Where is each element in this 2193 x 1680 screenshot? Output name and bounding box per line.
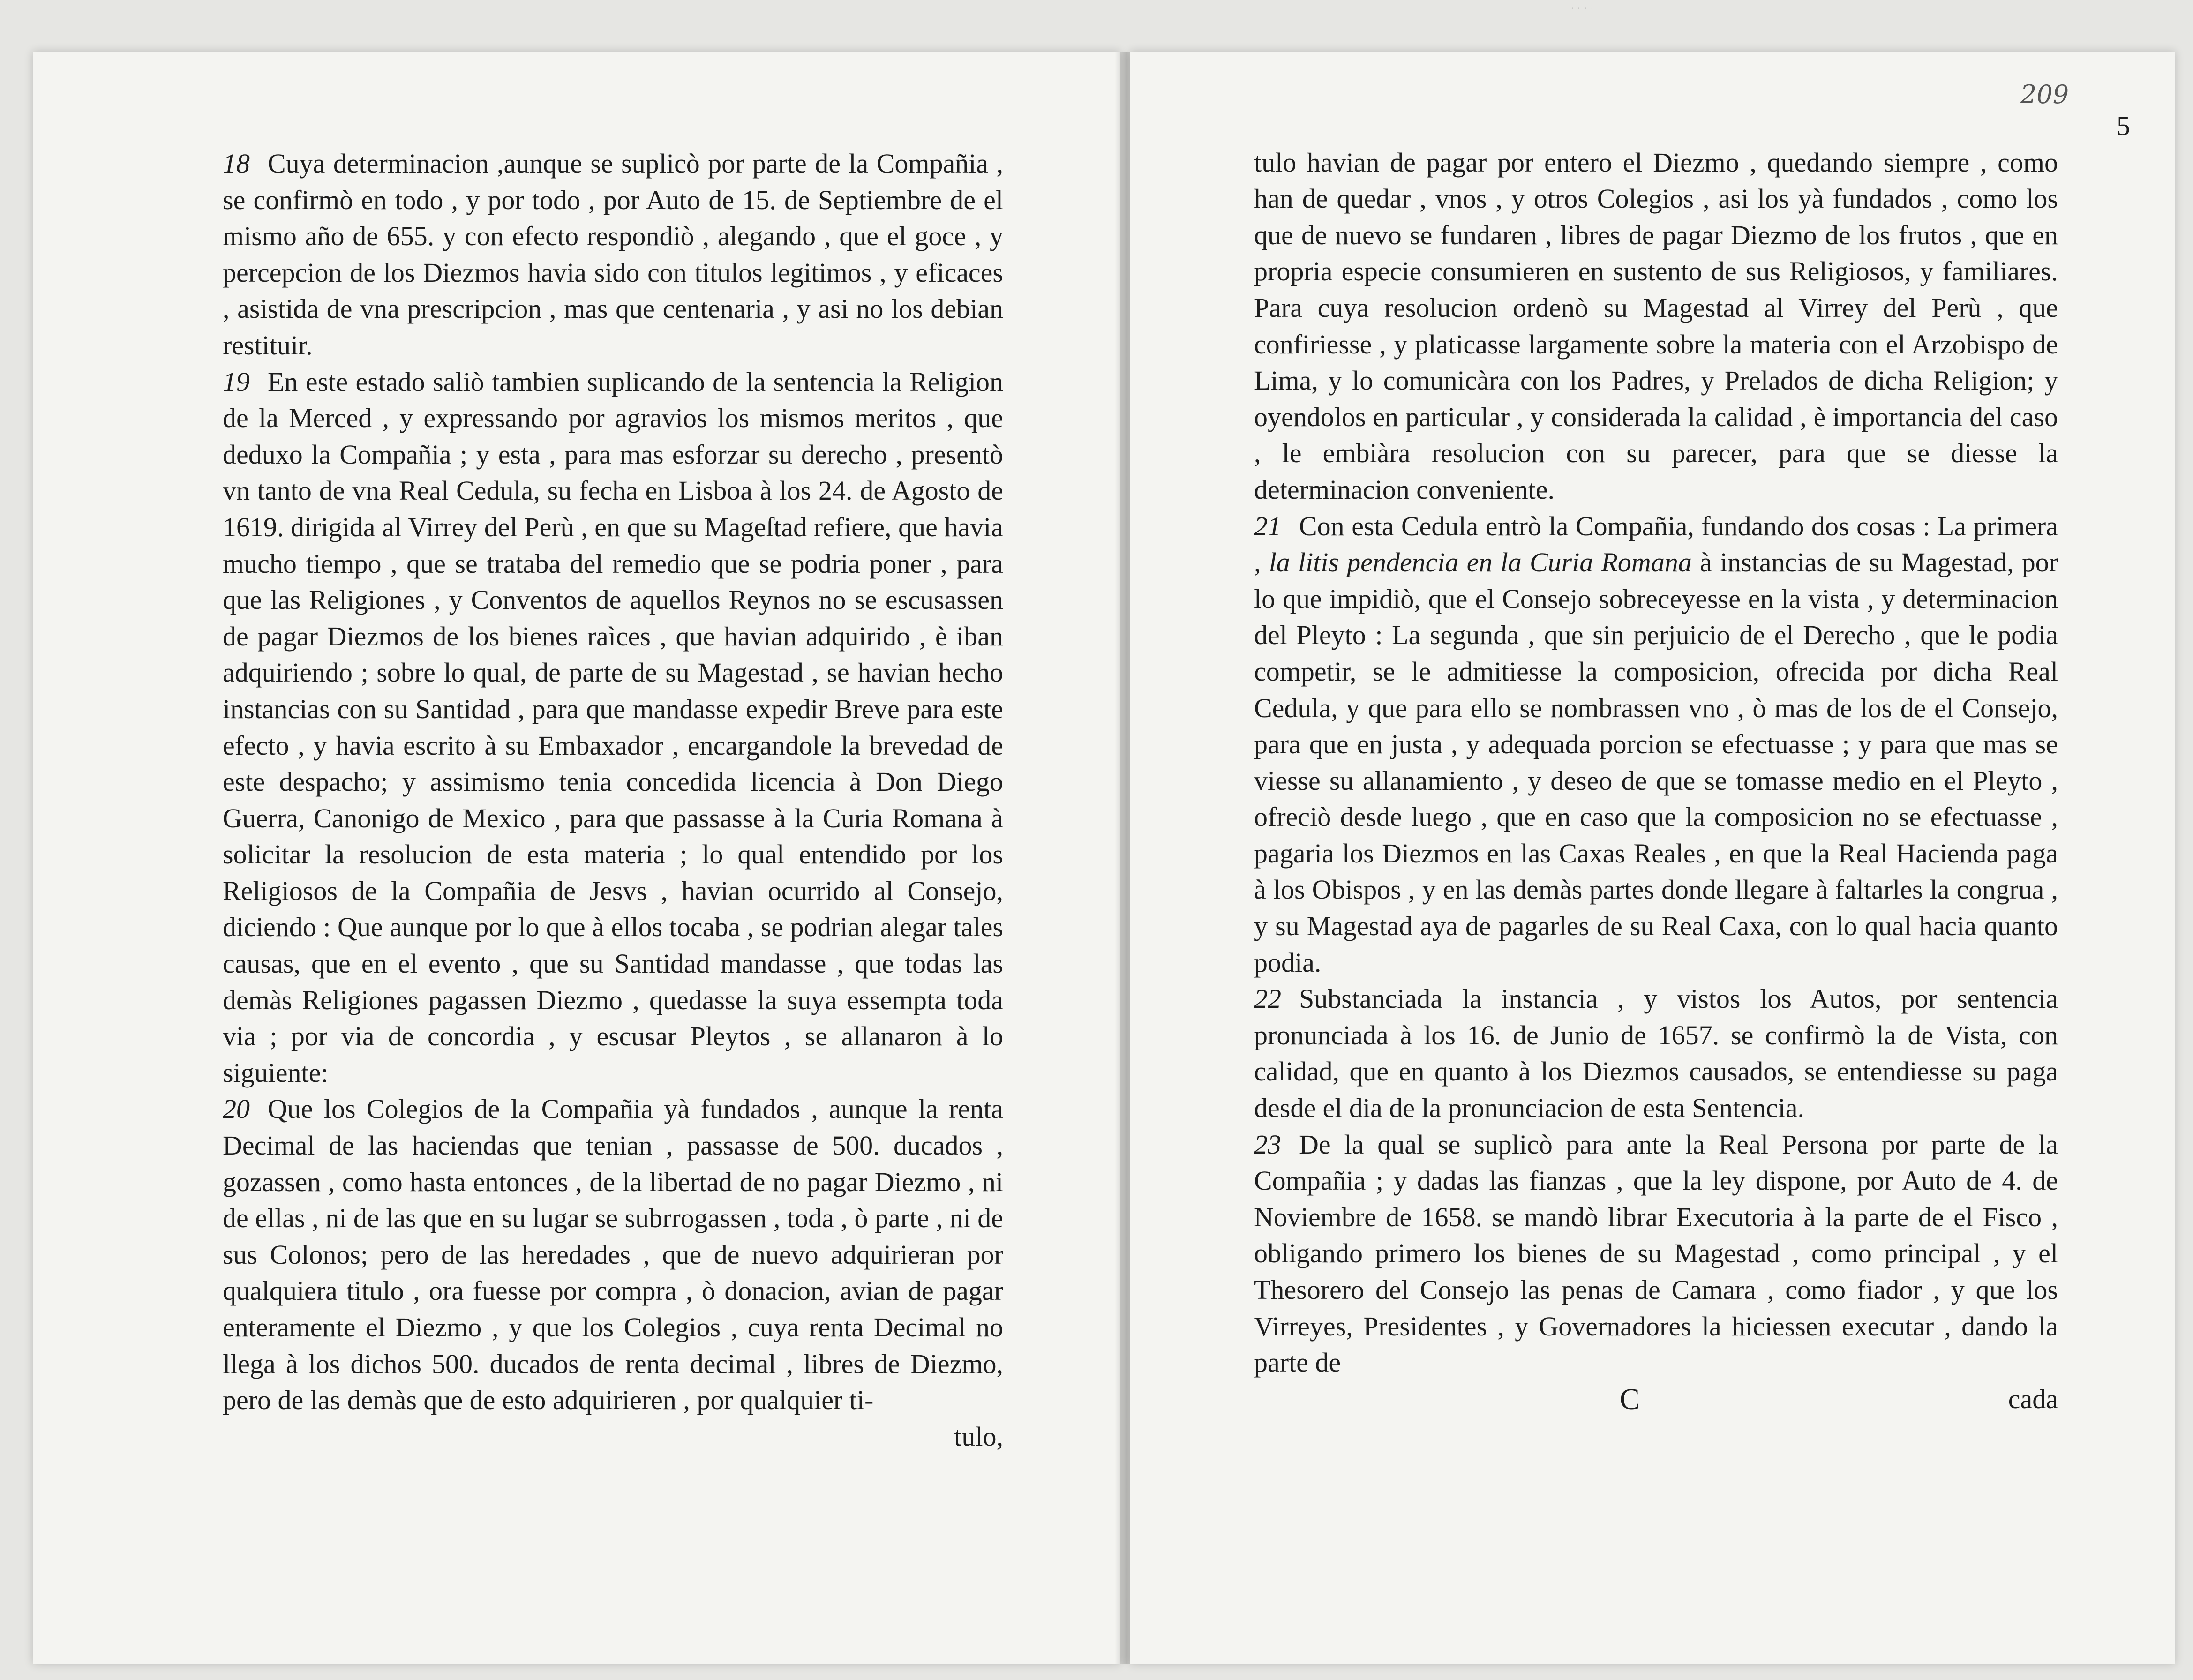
paragraph-italic-text: la litis pendencia en la Curia Romana <box>1269 547 1692 578</box>
signature-line <box>1254 1381 2058 1418</box>
paragraph-text: En este estado saliò tambien suplicando de la sentencia la Religion de la Merced , y expressando por agravios los mismos meritos , que deduxo la Compañia ; y esta , para mas esforzar su derecho , presentò vn tanto de vna Real Cedula, su fecha en Lisboa à los 24. de Agosto de 1619. dirigida al Virrey del Perù , en que su Mageſtad refiere, que havia mucho tiempo , que se trataba del remedio que se podria poner , para que las Religiones , y Conventos de aquellos Reynos no se escusassen de pagar Diezmos de los bienes raìces , que havian adquirido , è iban adquiriendo ; sobre lo qual, de parte de su Magestad , se havian hecho instancias con su Santidad , para que mandasse expedir Breve para este efecto , y havia escrito à su Embaxador , encargandole la brevedad de este despacho; y assimismo tenia concedida licencia à Don Diego Guerra, Canonigo de Mexico , para que passasse à la Curia Romana à solicitar la resolucion de esta materia ; lo qual entendido por los Religiosos de la Compañia de Jesvs , havian ocurrido al Consejo, diciendo : Que aunque por lo que à ellos tocaba , se podrian alegar tales causas, que en el evento , que su Santidad mandasse , que todas las demàs Religiones pagassen Diezmo , quedasse la suya essempta toda via ; por via de concordia , y escusar Pleytos , se allanaron à lo siguiente: <box>223 366 1003 1088</box>
paragraph-23 <box>1254 1126 2058 1381</box>
paragraph-number: 22 <box>1254 983 1281 1014</box>
paragraph-20 <box>223 1091 1003 1418</box>
paragraph-22 <box>1254 981 2058 1126</box>
paragraph-text: Substanciada la instancia , y vistos los Autos, por sentencia pronunciada à los 16. de Junio de 1657. se confirmò la de Vista, con calidad, que en quanto à los Diezmos causados, se entendiesse su paga desde el dia de la pronunciacion de esta Sentencia. <box>1254 983 2058 1124</box>
paragraph-number: 21 <box>1254 510 1281 541</box>
paragraph-number: 23 <box>1254 1129 1281 1160</box>
paragraph-text: tulo havian de pagar por entero el Diezmo , quedando siempre , como han de quedar , vnos , y otros Colegios , asi los yà fundados , como los que de nuevo se fundaren , libres de pagar Diezmo de los frutos , que en propria especie consumieren en sustento de sus Religiosos, y familiares. Para cuya resolucion ordenò su Magestad al Virrey del Perù , que confiriesse , y platicasse largamente sobre la materia con el Arzobispo de Lima, y lo comunicàra con los Padres, y Prelados de dicha Religion; y oyendolos en particular , y considerada la calidad , è importancia del caso , le embiàra resolucion con su parecer, para que se diesse la determinacion conveniente. <box>1254 147 2058 505</box>
paragraph-text: Cuya determinacion ,aunque se suplicò por parte de la Compañia , se confirmò en todo , y por todo , por Auto de 15. de Septiembre de el mismo año de 655. y con efecto respondiò , alegando , que el goce , y percepcion de los Diezmos havia sido con titulos legitimos , y eficaces , asistida de vna prescripcion , mas que centenaria , y asi no los debian restituir. <box>223 148 1003 360</box>
left-page-text <box>223 145 1003 1598</box>
catchword-left-line <box>223 1418 1003 1455</box>
page-number: 5 <box>2117 111 2130 141</box>
signature-mark: C <box>1620 1382 1640 1416</box>
paragraph-19 <box>223 364 1003 1091</box>
paragraph-text: Que los Colegios de la Compañia yà fundados , aunque la renta Decimal de las haciendas que tenian , passasse de 500. ducados , gozassen , como hasta entonces , de la libertad de no pagar Diezmo , ni de ellas , ni de las que en su lugar se subrrogassen , toda , ò parte , ni de sus Colonos; pero de las heredades , que de nuevo adquirieran por qualquiera titulo , ora fuesse por compra , ò donacion, avian de pagar enteramente el Diezmo , y que los Colegios , cuya renta Decimal no llega à los dichos 500. ducados de renta decimal , libres de Diezmo, pero de las demàs que de esto adquirieren , por qualquier ti- <box>223 1094 1003 1416</box>
paragraph-text: De la qual se suplicò para ante la Real Persona por parte de la Compañia ; y dadas las fianzas , que la ley dispone, por Auto de 4. de Noviembre de 1658. se mandò librar Executoria à la parte de el Fisco , obligando primero los bienes de su Magestad , como principal , y el Thesorero del Consejo las penas de Camara , como fiador , y que los Virreyes, Presidentes , y Governadores la hiciessen executar , dando la parte de <box>1254 1129 2058 1378</box>
paragraph-text: à instancias de su Magestad, por lo que impidiò, que el Consejo sobreceyesse en la vista , y determinacion del Pleyto : La segunda , que sin perjuicio de el Derecho , que le podia competir, se le admitiesse la composicion, ofrecida por dicha Real Cedula, y que para ello se nombrassen vno , ò mas de los de el Consejo, para que en justa , y adequada porcion se efectuasse ; y para que mas se viesse su allanamiento , y deseo de que se tomasse medio en el Pleyto , ofreciò desde luego , que en caso que la composicion no se efectuasse , pagaria los Diezmos en las Caxas Reales , en que la Real Hacienda paga à los Obispos , y en las demàs partes donde llegare à faltarles la congrua , y su Magestad aya de pagarles de su Real Caxa, con lo qual hacia quanto podia. <box>1254 547 2058 978</box>
paragraph-continuation <box>1254 144 2058 508</box>
paragraph-number: 18 <box>223 148 250 179</box>
header-spacer <box>1254 108 2058 144</box>
right-page <box>1130 52 2175 1664</box>
left-page <box>33 52 1120 1664</box>
catchword-left: tulo, <box>954 1421 1003 1452</box>
handwritten-folio-number: 209 <box>2020 80 2069 109</box>
catchword-right: cada <box>2008 1383 2058 1414</box>
paragraph-21 <box>1254 508 2058 981</box>
paragraph-18 <box>223 145 1003 364</box>
paragraph-number: 20 <box>223 1094 250 1125</box>
paragraph-text: Con esta Cedula entrò la Compañia, fundando dos cosas : La primera , <box>1254 510 2058 578</box>
paragraph-number: 19 <box>223 366 250 397</box>
top-edge-mark: · · · · <box>1570 2 1594 15</box>
right-page-text <box>1254 108 2130 1561</box>
